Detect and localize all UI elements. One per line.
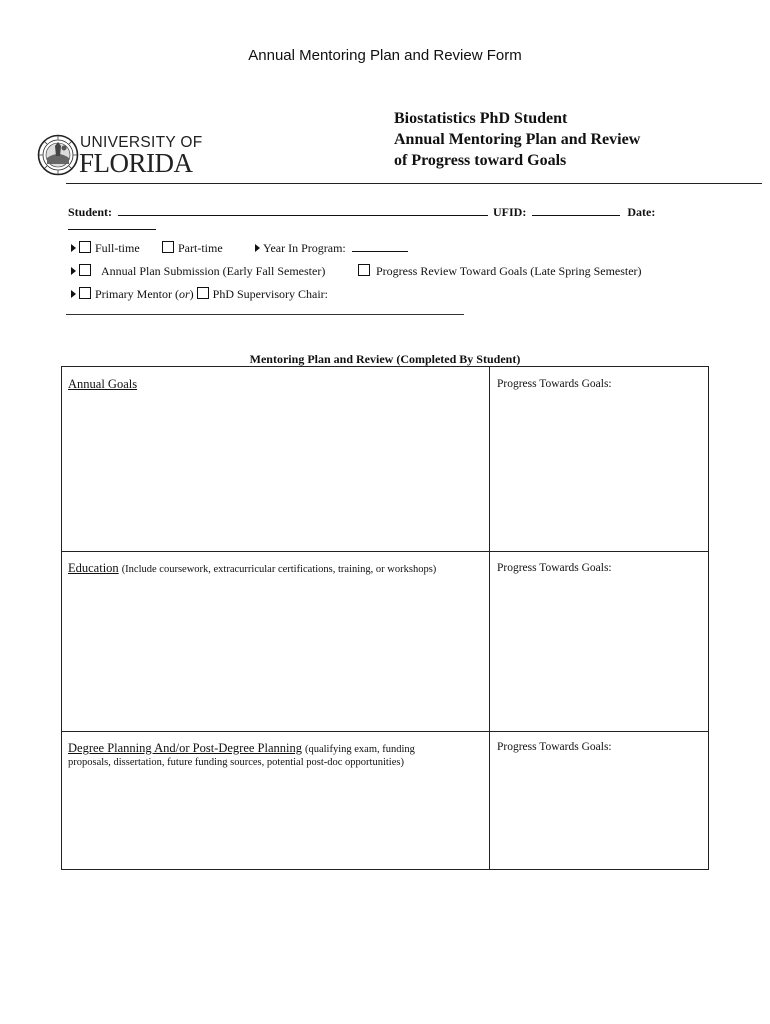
student-field[interactable] [118, 204, 488, 216]
degree-planning-heading: Degree Planning And/or Post-Degree Planning [68, 741, 302, 755]
annual-goals-title [68, 377, 137, 392]
submission-row [71, 264, 325, 279]
year-option [255, 241, 408, 256]
degree-planning-title [68, 741, 415, 756]
date-field[interactable] [68, 218, 156, 230]
bullet-arrow-icon [71, 267, 76, 275]
table-row-divider [61, 551, 709, 552]
education-progress-input[interactable] [495, 578, 703, 726]
annual-plan-checkbox[interactable] [79, 264, 91, 276]
year-in-program-field[interactable] [352, 241, 408, 252]
or-text: or [179, 287, 190, 301]
student-info-row [68, 204, 655, 220]
primary-mentor-checkbox[interactable] [79, 287, 91, 299]
bullet-arrow-icon [71, 244, 76, 252]
progress-review-option [358, 264, 642, 279]
progress-label: Progress Towards Goals: [497, 562, 612, 574]
form-heading [394, 108, 640, 171]
education-title [68, 561, 436, 576]
logo-text-line2: FLORIDA [79, 148, 193, 178]
phd-chair-checkbox[interactable] [197, 287, 209, 299]
enrollment-row [71, 241, 140, 256]
logo-text-line1: UNIVERSITY OF [80, 134, 203, 151]
university-seal-icon [37, 134, 79, 176]
degree-planning-note-cont: proposals, dissertation, future funding sources, potential post-doc opportunities) [68, 757, 404, 768]
year-in-program-label: Year In Program: [263, 241, 346, 255]
bullet-arrow-icon [255, 244, 260, 252]
primary-mentor-label: Primary Mentor [95, 287, 172, 301]
fulltime-label: Full-time [95, 241, 140, 255]
table-row-divider [61, 731, 709, 732]
parttime-label: Part-time [178, 241, 223, 255]
phd-chair-label: PhD Supervisory Chair: [212, 287, 329, 301]
fulltime-checkbox[interactable] [79, 241, 91, 253]
mentor-row: Primary Mentor (or) PhD Supervisory Chair: [71, 287, 328, 302]
date-label: Date: [627, 205, 656, 219]
degree-planning-input[interactable] [68, 774, 483, 866]
progress-review-label: Progress Review Toward Goals (Late Spring Semester) [376, 264, 642, 278]
degree-planning-progress-input[interactable] [495, 757, 703, 866]
progress-review-checkbox[interactable] [358, 264, 370, 276]
annual-plan-label: Annual Plan Submission (Early Fall Semester) [101, 264, 326, 278]
annual-goals-input[interactable] [68, 393, 483, 545]
student-label: Student: [68, 205, 113, 219]
annual-goals-heading: Annual Goals [68, 377, 138, 391]
table-column-divider [489, 366, 490, 870]
ufid-field[interactable] [532, 204, 620, 216]
education-note: (Include coursework, extracurricular certifications, training, or workshops) [121, 564, 437, 575]
form-heading-line3: of Progress toward Goals [394, 152, 567, 169]
annual-goals-progress-input[interactable] [495, 393, 703, 545]
degree-planning-note: (qualifying exam, funding [304, 744, 415, 755]
education-input[interactable] [68, 578, 483, 726]
table-caption: Mentoring Plan and Review (Completed By Student) [249, 352, 521, 366]
document-title: Annual Mentoring Plan and Review Form [248, 47, 522, 64]
form-heading-line1: Biostatistics PhD Student [394, 110, 568, 127]
education-heading: Education [68, 561, 119, 575]
progress-label: Progress Towards Goals: [497, 741, 612, 753]
parttime-checkbox[interactable] [162, 241, 174, 253]
progress-label: Progress Towards Goals: [497, 378, 612, 390]
mentor-name-field[interactable] [66, 314, 464, 315]
parttime-option [162, 241, 223, 256]
ufid-label: UFID: [493, 205, 527, 219]
bullet-arrow-icon [71, 290, 76, 298]
form-heading-line2: Annual Mentoring Plan and Review [394, 131, 641, 148]
header-divider [66, 183, 762, 184]
